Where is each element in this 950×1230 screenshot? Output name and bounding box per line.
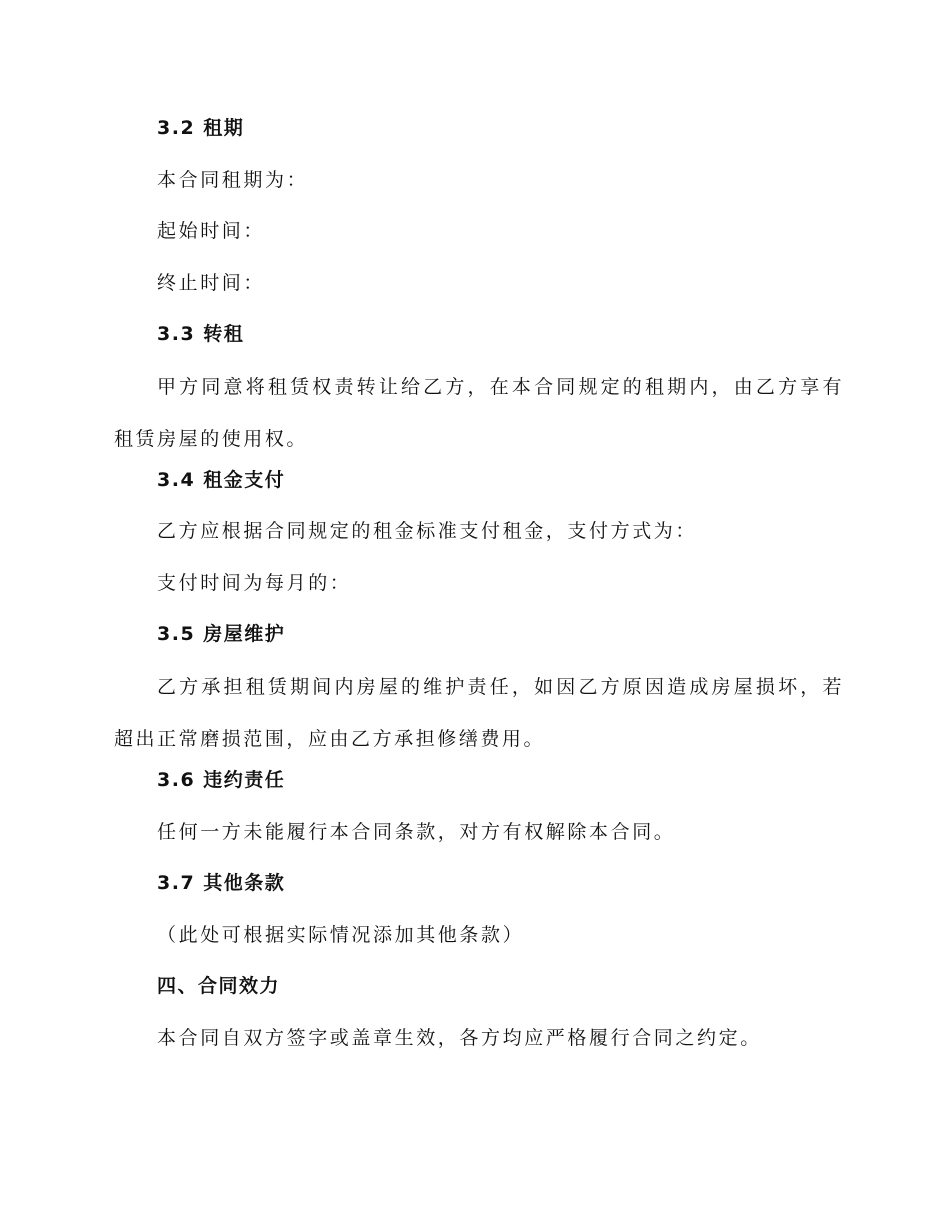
section-3-4-heading: 3.4 租金支付: [157, 469, 286, 491]
lease-term-line: 本合同租期为：: [157, 169, 309, 191]
validity-line: 本合同自双方签字或盖章生效，各方均应严格履行合同之约定。: [157, 1027, 762, 1049]
payment-time-line: 支付时间为每月的：: [157, 572, 352, 594]
start-time-line: 起始时间：: [157, 220, 266, 242]
section-3-5-heading: 3.5 房屋维护: [157, 623, 286, 645]
section-4-heading: 四、合同效力: [157, 975, 281, 997]
section-3-3-heading: 3.3 转租: [157, 323, 245, 345]
other-terms-line: （此处可根据实际情况添加其他条款）: [157, 924, 525, 946]
section-3-2-heading: 3.2 租期: [157, 117, 245, 139]
sublease-paragraph: 甲方同意将租赁权责转让给乙方，在本合同规定的租期内，由乙方享有租赁房屋的使用权。: [114, 376, 844, 450]
rent-payment-method-line: 乙方应根据合同规定的租金标准支付租金，支付方式为：: [157, 520, 698, 542]
section-3-7-heading: 3.7 其他条款: [157, 872, 286, 894]
maintenance-paragraph: 乙方承担租赁期间内房屋的维护责任，如因乙方原因造成房屋损坏，若超出正常磨损范围，应由乙方承担修缮费用。: [114, 676, 844, 750]
section-3-6-heading: 3.6 违约责任: [157, 769, 286, 791]
end-time-line: 终止时间：: [157, 272, 266, 294]
breach-line: 任何一方未能履行本合同条款，对方有权解除本合同。: [157, 821, 676, 843]
